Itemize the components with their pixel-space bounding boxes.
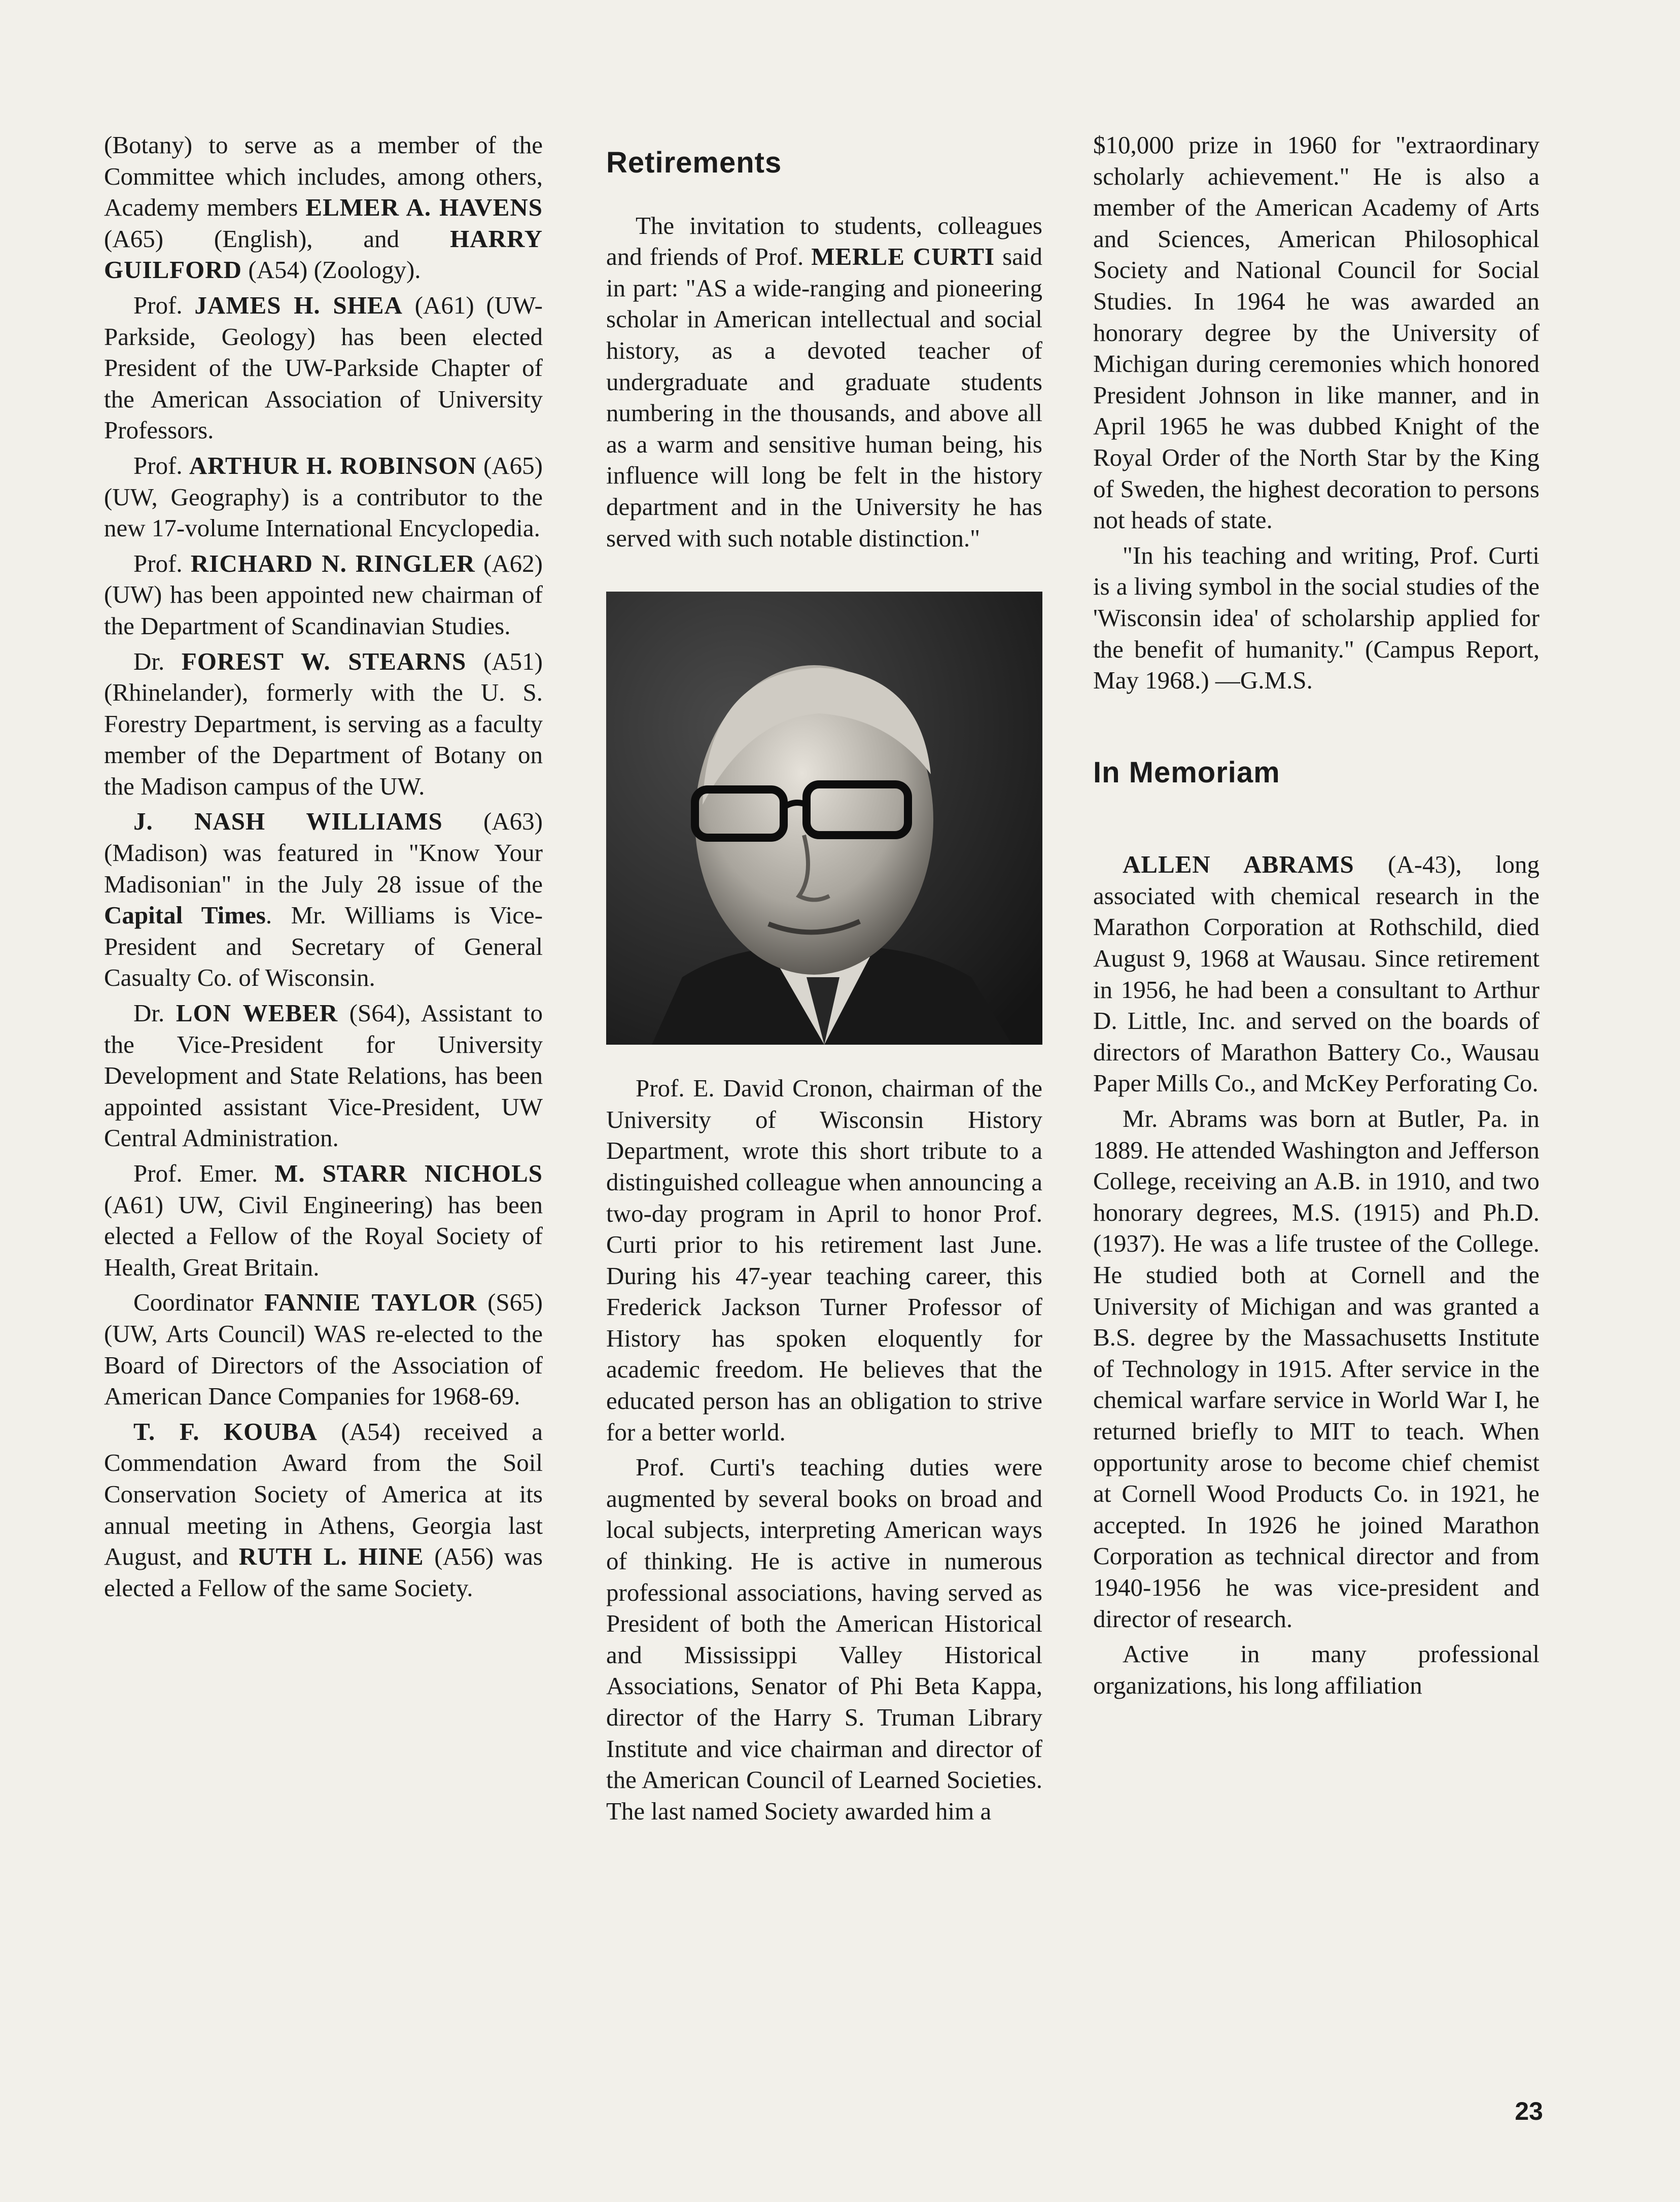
paragraph-curti-invitation: The invitation to students, colleagues and friends of Prof. MERLE CURTI said in part: "AS a wide-ranging and pioneering scholar in American intellectual and social history, as a devoted teacher of undergraduate and graduate students numbering in the thousands, and above all as a warm and sensitive human being, his influence will long be felt in the history department and in the University he has served with such notable distinction." (606, 211, 1042, 552)
column-right (1093, 129, 1539, 1701)
paragraph-taylor: Coordinator FANNIE TAYLOR (S65) (UW, Arts Council) WAS re-elected to the Board of Directors of the Association of American Dance Companies for 1968-69. (104, 1288, 543, 1410)
name-arthur-robinson: ARTHUR H. ROBINSON (189, 451, 477, 479)
column-left (104, 129, 543, 1603)
name-starr-nichols: M. STARR NICHOLS (274, 1159, 543, 1187)
paragraph-robinson: Prof. ARTHUR H. ROBINSON (A65) (UW, Geography) is a contributor to the new 17-volume International Encyclopedia. (104, 451, 543, 542)
paragraph-curti-quote: "In his teaching and writing, Prof. Curti is a living symbol in the social studies of the 'Wisconsin idea' of scholarship applied for the benefit of humanity." (Campus Report, May 1968.) —G.M.S. (1093, 541, 1539, 695)
name-allen-abrams: ALLEN ABRAMS (1123, 850, 1354, 879)
name-elmer-havens: ELMER A. HAVENS (305, 193, 543, 222)
retirements-heading: Retirements (606, 146, 782, 179)
page-number: 23 (1515, 2097, 1543, 2125)
paragraph-shea: Prof. JAMES H. SHEA (A61) (UW-Parkside, Geology) has been elected President of the UW-Parkside Chapter of the American Association of University Professors. (104, 291, 543, 444)
portrait-illustration (606, 592, 1042, 1045)
paragraph-curti-duties: Prof. Curti's teaching duties were augmented by several books on broad and local subjects, interpreting American ways of thinking. He is active in numerous professional associations, having served as President of both the American Historical and Mississippi Valley Historical Associations, Senator of Phi Beta Kappa, director of the Harry S. Truman Library Institute and vice chairman and director of the American Council of Learned Societies. The last named Society awarded him a (606, 1453, 1042, 1825)
paragraph-weber: Dr. LON WEBER (S64), Assistant to the Vice-President for University Development and State Relations, has been appointed assistant Vice-President, UW Central Administration. (104, 999, 543, 1152)
paragraph-abrams-biography: Mr. Abrams was born at Butler, Pa. in 1889. He attended Washington and Jefferson College, receiving an A.B. in 1910, and two honorary degrees, M.S. (1915) and Ph.D. (1937). He was a life trustee of the College. He studied both at Cornell and the University of Michigan and was granted a B.S. degree by the Massachusetts Institute of Technology in 1915. After service in the chemical warfare service in World War I, he returned briefly to MIT to teach. When opportunity arose to become chief chemist at Cornell Wood Products Co. in 1921, he accepted. In 1926 he joined Marathon Corporation as technical director and from 1940-1956 he was vice-president and director of research. (1093, 1105, 1539, 1633)
paragraph-kouba-hine: T. F. KOUBA (A54) received a Commendation Award from the Soil Conservation Society of America at its annual meeting in Athens, Georgia last August, and RUTH L. HINE (A56) was elected a Fellow of the same Society. (104, 1417, 543, 1602)
paragraph-cronon-tribute: Prof. E. David Cronon, chairman of the University of Wisconsin History Department, wrote this short tribute to a distinguished colleague when announcing a two-day program in April to honor Prof. Curti prior to his retirement last June. During his 47-year teaching career, this Frederick Jackson Turner Professor of History has spoken eloquently for academic freedom. He believes that the educated person has an obligation to strive for a better world. (606, 1074, 1042, 1446)
paragraph-nichols: Prof. Emer. M. STARR NICHOLS (A61) UW, Civil Engineering) has been elected a Fellow of the Royal Society of Health, Great Britain. (104, 1159, 543, 1281)
paragraph-abrams-obituary: ALLEN ABRAMS (A-43), long associated with chemical research in the Marathon Corporation at Rothschild, died August 9, 1968 at Wausau. Since retirement in 1956, he had been a consultant to Arthur D. Little, Inc. and served on the boards of directors of Marathon Battery Co., Wausau Paper Mills Co., and McKey Perforating Co. (1093, 850, 1539, 1097)
name-lon-weber: LON WEBER (176, 999, 338, 1027)
paragraph-curti-awards: $10,000 prize in 1960 for "extraordinary scholarly achievement." He is also a member of the American Academy of Arts and Sciences, American Philosophical Society and National Council for Social Studies. In 1964 he was awarded an honorary degree by the University of Michigan during ceremonies which honored President Johnson in like manner, and in April 1965 he was dubbed Knight of the Royal Order of the North Star by the King of Sweden, the highest decoration to persons not heads of state. (1093, 131, 1539, 534)
paragraph-ringler: Prof. RICHARD N. RINGLER (A62) (UW) has been appointed new chairman of the Department of Scandinavian Studies. (104, 549, 543, 640)
paragraph-abrams-organizations: Active in many professional organizations, his long affiliation (1093, 1640, 1539, 1699)
in-memoriam-heading: In Memoriam (1093, 755, 1280, 789)
paragraph-williams: J. NASH WILLIAMS (A63) (Madison) was featured in "Know Your Madisonian" in the July 28 issue of the Capital Times. Mr. Williams is Vice-President and Secretary of General Casualty Co. of Wisconsin. (104, 807, 543, 992)
publication-capital-times: Capital Times (104, 901, 266, 930)
name-harry-guilford: HARRY GUILFORD (104, 224, 543, 284)
name-fannie-taylor: FANNIE TAYLOR (264, 1288, 477, 1317)
column-middle (606, 129, 1042, 1827)
paragraph-havens-guilford: (Botany) to serve as a member of the Committee which includes, among others, Academy members ELMER A. HAVENS (A65) (English), and HARRY GUILFORD (A54) (Zoology). (104, 131, 543, 284)
name-nash-williams: J. NASH WILLIAMS (133, 807, 443, 836)
name-james-shea: JAMES H. SHEA (194, 291, 403, 319)
name-merle-curti: MERLE CURTI (811, 243, 995, 271)
name-richard-ringler: RICHARD N. RINGLER (190, 549, 475, 577)
portrait-photo (606, 592, 1042, 1045)
name-ruth-hine: RUTH L. HINE (238, 1542, 424, 1571)
paragraph-stearns: Dr. FOREST W. STEARNS (A51) (Rhinelander), formerly with the U. S. Forestry Department, is serving as a faculty member of the Department of Botany on the Madison campus of the UW. (104, 647, 543, 800)
name-kouba: T. F. KOUBA (133, 1417, 318, 1446)
name-forest-stearns: FOREST W. STEARNS (181, 647, 467, 675)
